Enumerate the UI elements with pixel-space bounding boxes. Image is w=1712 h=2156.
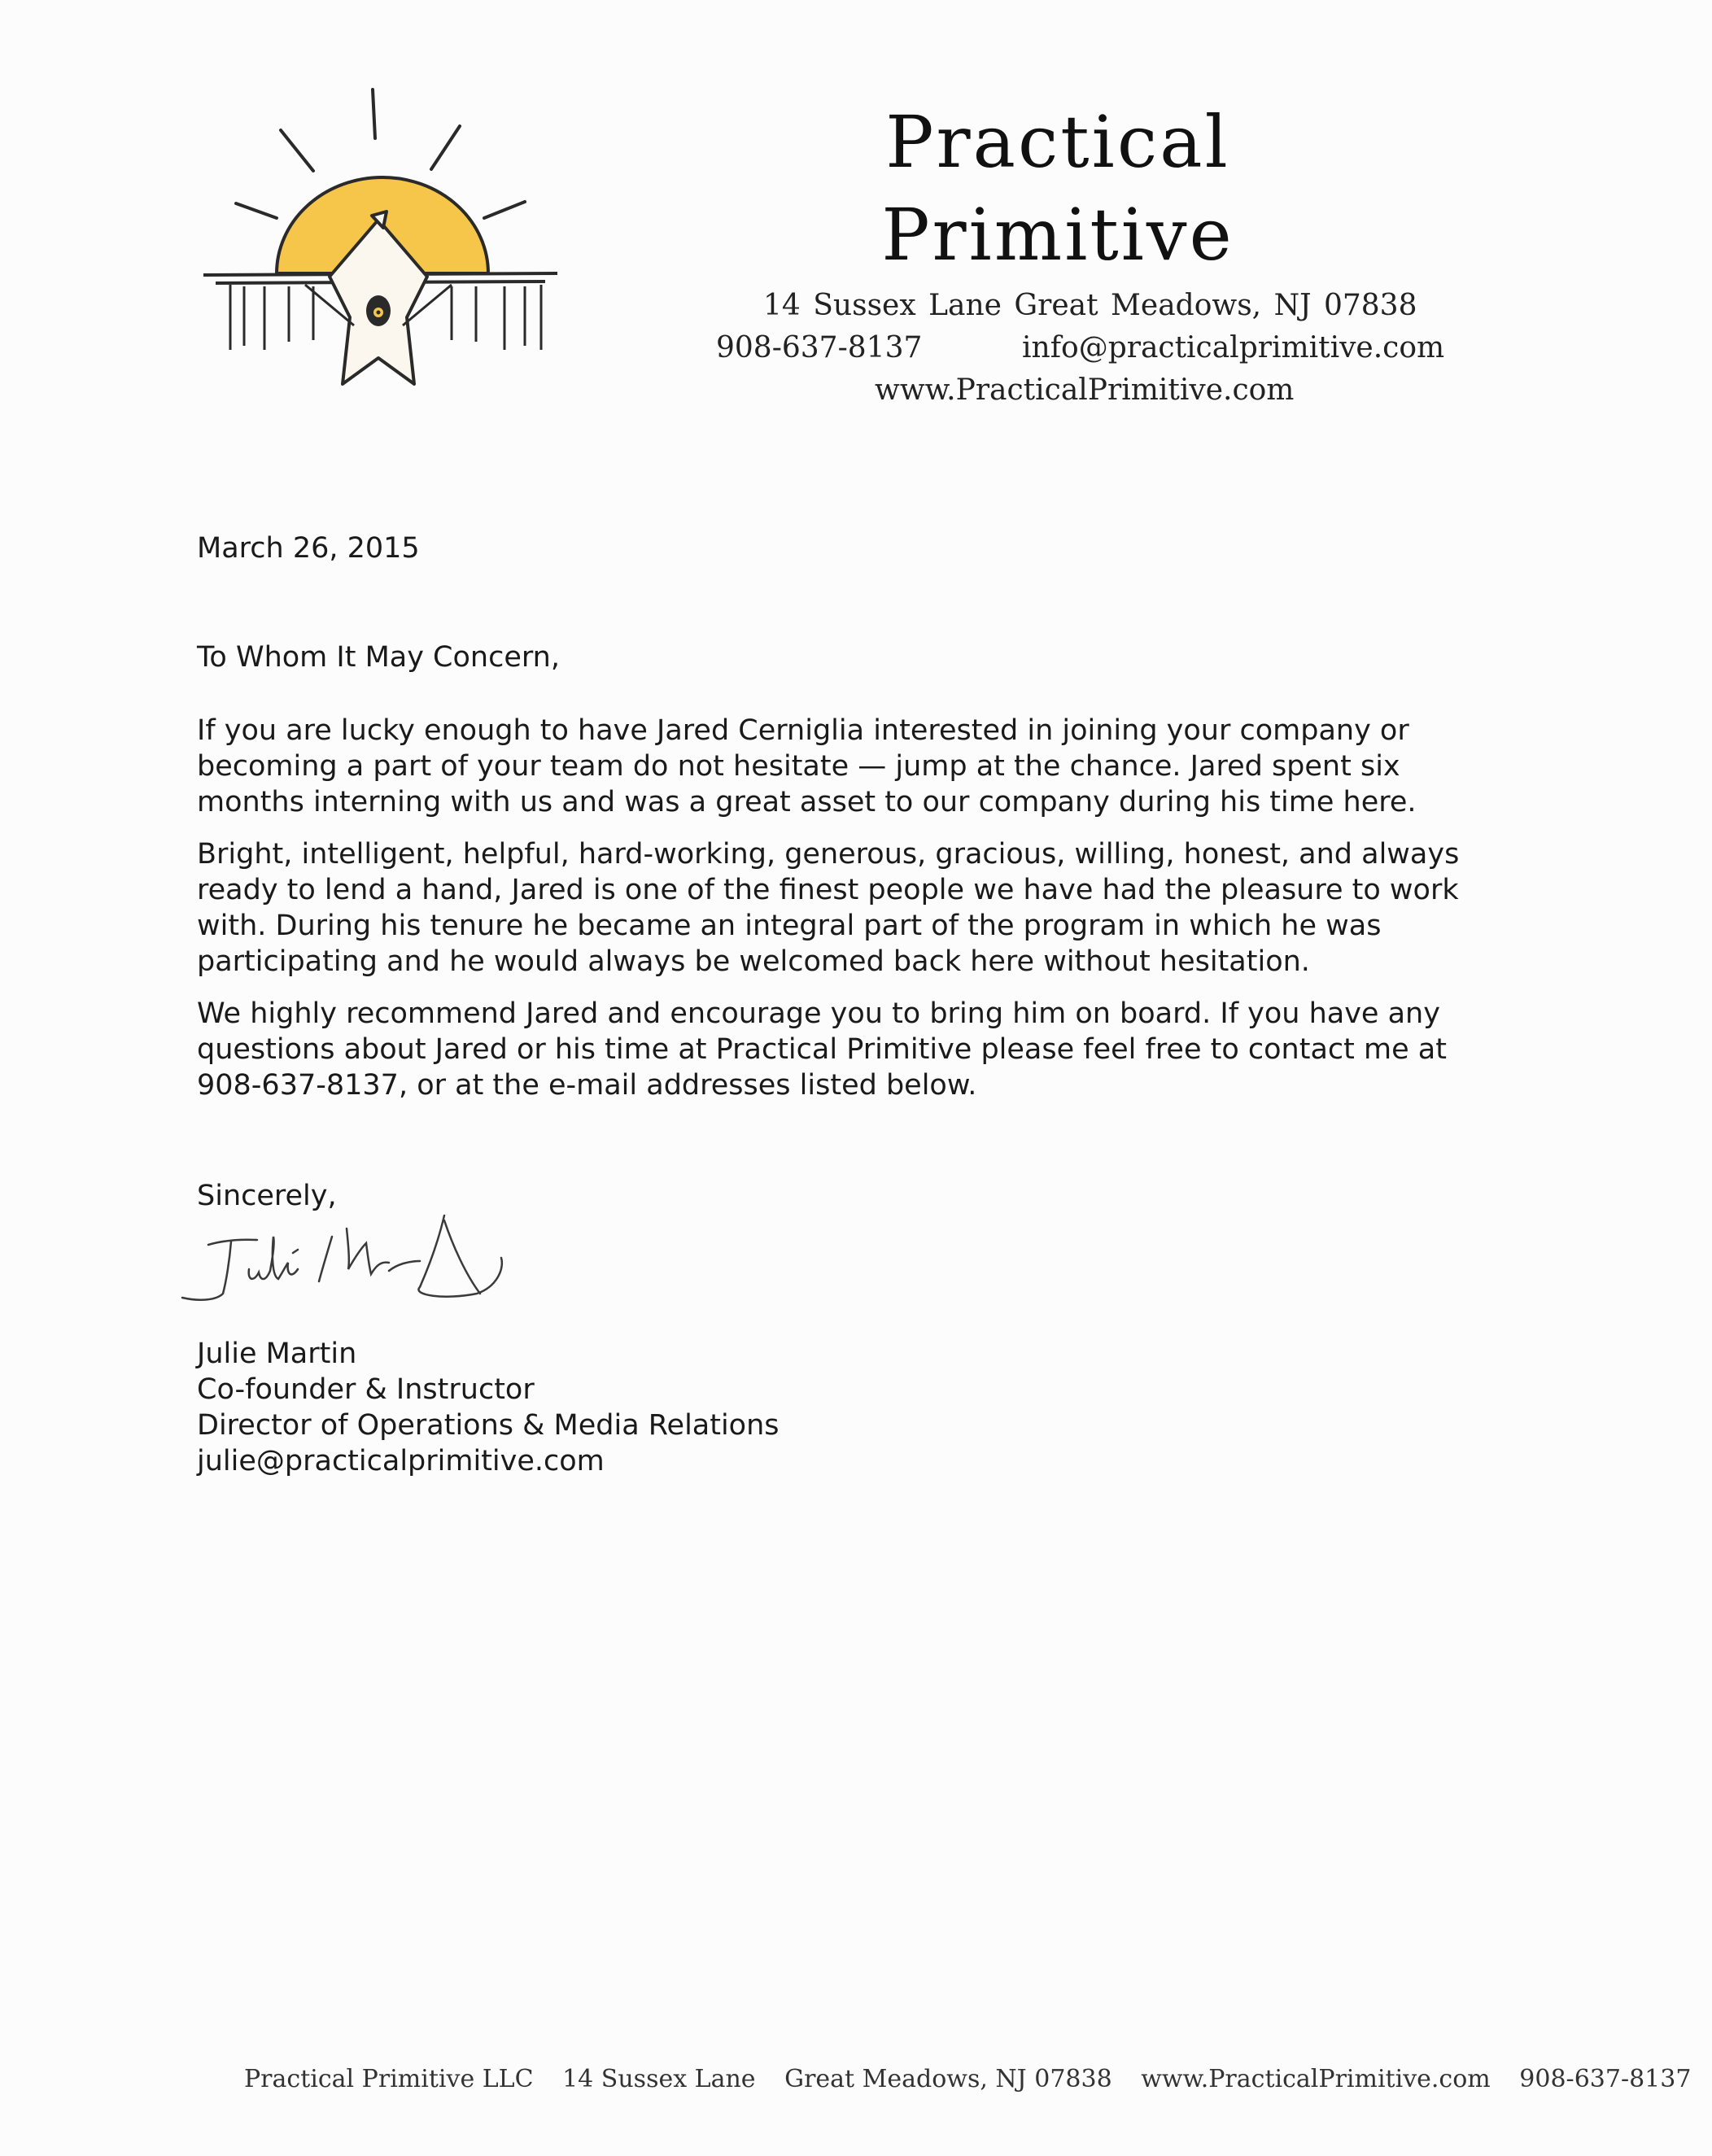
signer-title-2: Director of Operations & Media Relations bbox=[197, 1409, 780, 1442]
letter-closing: Sincerely, bbox=[197, 1180, 337, 1212]
letterhead-contact bbox=[692, 285, 1445, 412]
signer-block bbox=[197, 1336, 780, 1479]
brand-line-1: Practical bbox=[885, 100, 1230, 184]
handwritten-signature bbox=[176, 1212, 526, 1318]
letterhead-phone: 908-637-8137 bbox=[716, 331, 923, 364]
signer-name: Julie Martin bbox=[197, 1338, 357, 1370]
footer-city: Great Meadows, NJ 07838 bbox=[784, 2065, 1112, 2093]
letter-date: March 26, 2015 bbox=[197, 532, 420, 565]
footer-street: 14 Sussex Lane bbox=[562, 2065, 756, 2093]
footer-company: Practical Primitive LLC bbox=[244, 2065, 534, 2093]
signer-email[interactable]: julie@practicalprimitive.com bbox=[197, 1445, 605, 1477]
body-paragraph-3: We highly recommend Jared and encourage you to bring him on board. If you have any questions about Jared or his time at Practical Primitive please feel free to contact me at 908-637-8137, or at the e-mail addresses listed below. bbox=[197, 997, 1447, 1102]
sun-logo-icon bbox=[183, 81, 574, 391]
letterhead-brand bbox=[797, 96, 1318, 282]
letterhead-email[interactable]: info@practicalprimitive.com bbox=[1022, 331, 1445, 364]
letter-body bbox=[197, 713, 1507, 1119]
letterhead-address: 14 Sussex Lane Great Meadows, NJ 07838 bbox=[763, 289, 1417, 322]
letter-salutation: To Whom It May Concern, bbox=[197, 641, 560, 674]
body-paragraph-2: Bright, intelligent, helpful, hard-working, generous, gracious, willing, honest, and always ready to lend a hand, Jared is one of the finest people we have had the pleasure to work with. During his tenure he became an integral part of the program in which he was participating and he would always be welcomed back here without hesitation. bbox=[197, 838, 1460, 978]
letterhead-website[interactable]: www.PracticalPrimitive.com bbox=[875, 373, 1295, 407]
footer-website[interactable]: www.PracticalPrimitive.com bbox=[1141, 2065, 1491, 2093]
body-paragraph-1: If you are lucky enough to have Jared Cerniglia interested in joining your company or becoming a part of your team do not hesitate — jump at the chance. Jared spent six months interning with us and was a great asset to our company during his time here. bbox=[197, 714, 1417, 818]
brand-line-2: Primitive bbox=[881, 193, 1234, 277]
footer-phone: 908-637-8137 bbox=[1519, 2065, 1692, 2093]
letter-footer bbox=[244, 2065, 1692, 2093]
signer-title-1: Co-founder & Instructor bbox=[197, 1373, 535, 1406]
